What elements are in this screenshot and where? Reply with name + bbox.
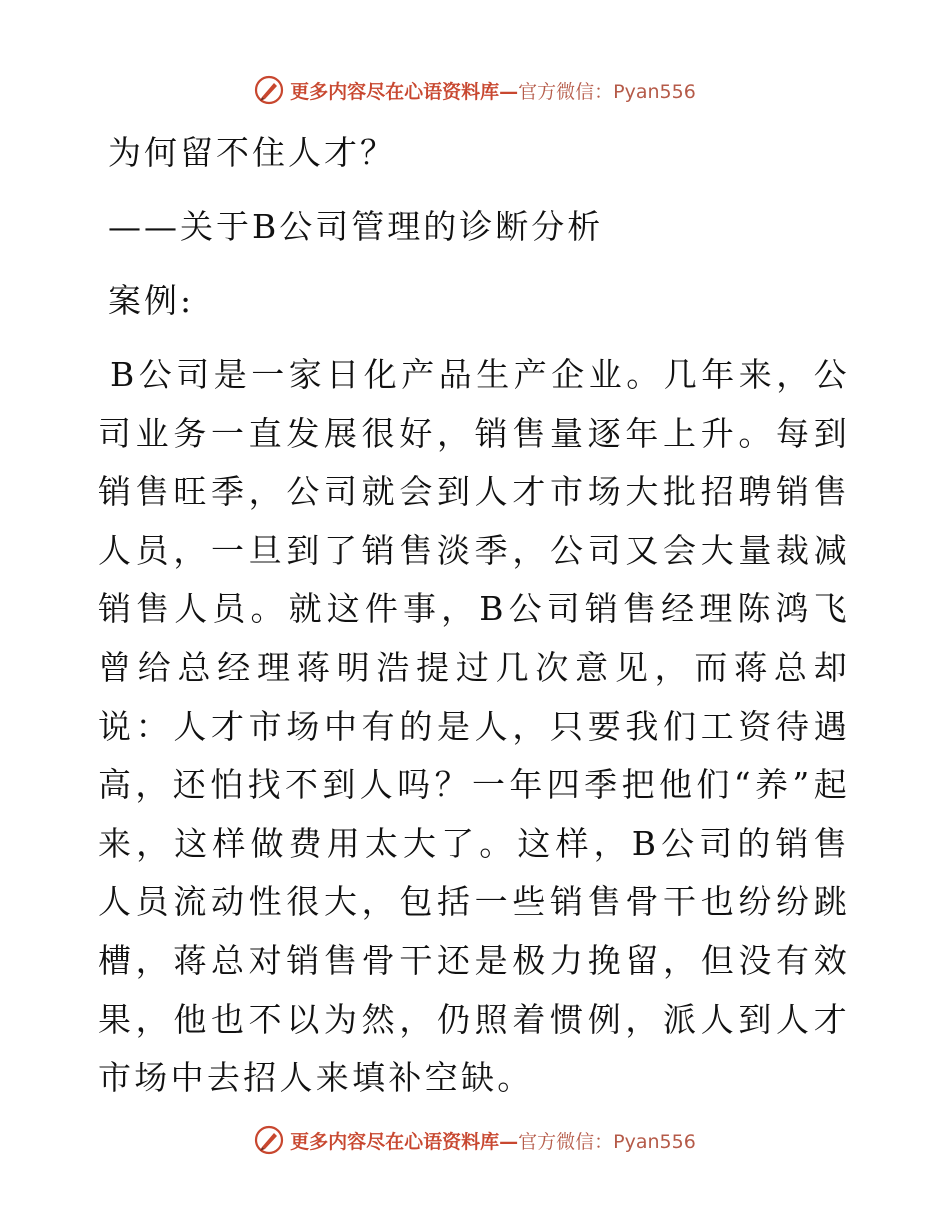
- pen-logo-icon: [254, 75, 284, 105]
- header-watermark: [0, 70, 950, 110]
- footer-wechat-text: 官方微信：Pyan556: [518, 1130, 696, 1153]
- footer-watermark: [0, 1120, 950, 1160]
- header-wechat-text: 官方微信：Pyan556: [518, 80, 696, 103]
- header-watermark-text: 更多内容尽在心语资料库—: [290, 80, 519, 103]
- document-title: 为何留不住人才？: [108, 133, 396, 172]
- document-subtitle: ——关于B公司管理的诊断分析: [108, 207, 604, 246]
- document-body: [98, 120, 850, 1108]
- case-paragraph: B公司是一家日化产品生产企业。几年来，公司业务一直发展很好，销售量逐年上升。每到销售旺季，公司就会到人才市场大批招聘销售人员，一旦到了销售淡季，公司又会大量裁减销售人员。就这件事，B公司销售经理陈鸿飞曾给总经理蒋明浩提过几次意见，而蒋总却说：人才市场中有的是人，只要我们工资待遇高，还怕找不到人吗？一年四季把他们“养”起来，这样做费用太大了。这样，B公司的销售人员流动性很大，包括一些销售骨干也纷纷跳槽，蒋总对销售骨干还是极力挽留，但没有效果，他也不以为然，仍照着惯例，派人到人才市场中去招人来填补空缺。: [98, 355, 850, 1098]
- pen-logo-icon: [254, 1125, 284, 1155]
- case-label: 案例:: [108, 281, 195, 320]
- footer-watermark-text: 更多内容尽在心语资料库—: [290, 1130, 519, 1153]
